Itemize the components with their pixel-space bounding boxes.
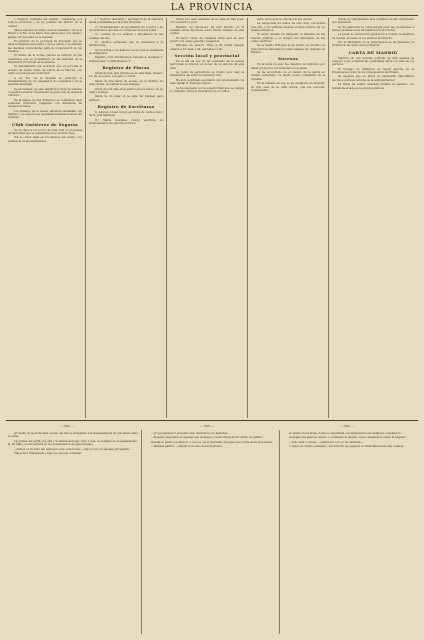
- c2-heading: Registro de Escrituras: [97, 103, 155, 109]
- c3-paragraph: Mercado de granos: Trigo a 48 reales fanega; cebada a 22; maíz a 30; garbanzos a 90.: [170, 44, 244, 51]
- c1-heading: Club Gutiérrez de Segovia: [11, 121, 79, 127]
- column-1: [8, 18, 82, 416]
- feuilleton-page-number: — 302 —: [60, 424, 74, 428]
- c2-paragraph: Venta de una casa situada en la calle Real, número 12, de dos pisos, con patio y corral.: [89, 72, 163, 79]
- c5-paragraph: Madrid, 14. Las noticias políticas de esta semana se reducen a las conferencias celebradas entre los jefes de los partidos.: [332, 56, 414, 67]
- c4-heading: Sucesos: [277, 56, 299, 62]
- c5-paragraph: Se asegura que en breve se publicarán importantes decretos sobre la reforma de la Administración.: [332, 75, 414, 82]
- c5-paragraph: Por el Ministerio de la Gobernación se ha dispuesto la formación del censo de la población.: [332, 41, 414, 48]
- c3-paragraph: Ha sido nombrado secretario del Ayuntamiento de esta capital D. Francisco Pérez.: [170, 78, 244, 86]
- c1-paragraph: Se ha dado a los socios de este club el programa de las fiestas que se celebrarán en el próximo mes.: [8, 128, 82, 135]
- column-divider: [328, 18, 329, 418]
- c3-heading: Sección local y provincial: [174, 53, 240, 59]
- c1-paragraph: El gobierno de la provincia ha dispuesto que se haga la limpieza del puerto y de los caños, y se adopten las medidas convenientes para la conservación de los muelles.: [8, 40, 82, 54]
- top-rule: [6, 15, 418, 16]
- feuilleton-paragraph: —¿Y qué haremos? preguntó ella, mirándole con ansiedad.: [151, 432, 229, 435]
- c3-paragraph: En el día de hoy se ha celebrado en la iglesia parroquial la función en honor de la patrona de esta villa.: [170, 60, 244, 70]
- c2-paragraph: Venta de una viña en el partido de los Altos, con su casa y bodega.: [89, 87, 163, 94]
- c4-paragraph: tanto nuevo que le ofrecía con sus gustos.: [257, 18, 313, 21]
- feuilleton-column-3: [283, 432, 414, 632]
- c5-paragraph: obliga al cumplimiento mas completo de las condiciones que presenten.: [332, 18, 414, 25]
- c2-paragraph: Registro civil: Nacimientos: varones 4, hembras 3. Defunciones: 5. Matrimonios: 2.: [89, 56, 163, 63]
- column-divider: [247, 18, 248, 418]
- feuilleton-paragraph: Y siguió su camino pensativo, sin advertir que alguien le observaba desde una ventana.: [289, 445, 405, 449]
- c3-paragraph: Registro de hipotecas: Se han inscrito en la semana varias hipotecas sobre fincas urbanas de esta capital.: [170, 25, 244, 36]
- c2-paragraph: D.ª María González otorgó escritura de arrendamiento de una finca rústica.: [89, 118, 163, 125]
- c1-paragraph: El Ayuntamiento ha acordado que se proceda al arreglo de varias calles del barrio de la Merced, con cargo al presupuesto municipal.: [8, 65, 82, 76]
- c1-paragraph: Día 4.—Gran baile en los salones del casino, con asistencia de las autoridades.: [8, 136, 82, 143]
- c4-paragraph: En el Teatro Principal se ha puesto en escena con gran éxito la zarzuela que tanto aplauso ha obtenido en Madrid.: [251, 44, 325, 55]
- column-3: [170, 18, 244, 416]
- c2-paragraph: 2.º Nombramiento de la comisión de cuentas y de los individuos que han de componer la nueva Junta.: [89, 25, 163, 33]
- c1-paragraph: Se ha recibido en esta capital la noticia de haberse concedido al señor Gobernador la gran cruz de Isabel la Católica.: [8, 87, 82, 98]
- c1-paragraph: A los Srs. de la Alcaldía se participa el nombramiento de los empleados de consumos y de la guardia municipal.: [8, 76, 82, 87]
- c1-paragraph: En la iglesia de San Francisco se celebraron ayer solemnes funciones religiosas con asistencia de numerosos fieles.: [8, 98, 82, 109]
- c1-paragraph: El Diario de la noche publica la relación de las cuestiones que se presentaron en las sesiones de la Diputación provincial en la semana.: [8, 54, 82, 65]
- feuilleton-paragraph: Ella sonrió tristemente y bajó los ojos sin contestar.: [14, 452, 82, 456]
- c4-paragraph: En la mañana de hoy se ha declarado un incendio en una casa de la calle Ancha, que fue sofocado prontamente.: [251, 82, 325, 92]
- feuilleton-page-number: — 303 —: [200, 424, 214, 428]
- feuilleton-paragraph: en medio de la noche más oscura, así vino a entregarse a la desesperación en que había caído su alma.: [8, 432, 138, 439]
- c4-paragraph: El señor Alcalde ha dispuesto la limpieza de las fuentes públicas y el arreglo del alumbrado en las calles céntricas.: [251, 33, 325, 44]
- c2-paragraph: 1.º Lectura, discusión y aprobación de la memoria anual presentada por la Junta directiva.: [89, 18, 163, 25]
- column-divider: [85, 18, 86, 418]
- c2-paragraph: Se recuerda a los señores socios que la asistencia es obligatoria.: [89, 48, 163, 56]
- feuilleton-page-number: — 304 —: [340, 424, 354, 428]
- carta-de-madrid-heading: CARTA DE MADRID: [348, 49, 398, 55]
- feuilleton-rule: [6, 420, 418, 421]
- c2-paragraph: Venta de un solar en la calle del Carmen para edificar.: [89, 95, 163, 102]
- c3-paragraph: mitad una casa señalada en la calle de San Juan, con su huerto y pozo.: [170, 18, 244, 25]
- feuilleton-divider: [141, 430, 142, 634]
- c3-paragraph: El vapor correo de Canarias entró ayer en este puerto con carga general y pasajeros.: [170, 36, 244, 44]
- column-5: [332, 18, 414, 416]
- feuilleton-paragraph: Al llegar a la plaza se detuvo y contempló la iglesia, cuyas campanas tocaban al Ángelus.: [289, 436, 407, 440]
- c2-paragraph: 4.º Asuntos generales que se presenten a la deliberación.: [89, 41, 163, 48]
- feuilleton-column-1: [8, 432, 138, 632]
- c2-paragraph: Venta de una tierra de secano en el término de esta ciudad, de cabida de seis fanegas.: [89, 79, 163, 87]
- c2-paragraph: 3.º Lectura de los estados y aprobación de las cuentas del año.: [89, 33, 163, 40]
- masthead-title: LA PROVINCIA: [170, 3, 254, 13]
- feuilleton-paragraph: —Todo está lo mismo, —murmuró; solo yo he cambiado.: [289, 440, 363, 444]
- c2-heading: Registro de Fincas: [102, 65, 150, 71]
- feuilleton-column-2: [145, 432, 275, 632]
- c1-paragraph: Varios vapores de Cádiz, unos a Canarias y otros al Brasil y al Río de la Plata, han salido ayer con carga y pasaje, sin novedad en la travesía.: [8, 29, 82, 39]
- feuilleton-paragraph: La pureza del perfil que ella y la misma del lago, todo a una, se le fijaba en el pensamiento; él, en tanto, se encontraba en la contemplación de aquel paisaje.: [8, 439, 138, 447]
- c4-paragraph: Se ha encontrado en el camino de la sierra un caballo extraviado; su dueño puede reclamarlo en la Alcaldía.: [251, 71, 325, 81]
- feuilleton-paragraph: Quedaron ambos en silencio, y solo se oía el murmullo del agua que corría entre las piedras.: [151, 440, 274, 444]
- feuilleton-paragraph: —Mañana partiré, —añadió él al cabo de un momento.: [151, 445, 223, 449]
- c3-paragraph: Se ha dispuesto por la superioridad que se cumpla lo ordenado sobre la vacunación de los niños.: [170, 86, 244, 93]
- c1-paragraph: Los trabajos de la nueva carretera adelantan con rapidez, y se espera que quedarán terminados antes del invierno.: [8, 109, 82, 120]
- c5-paragraph: El Consejo de Ministros se reunió anoche en la Presidencia y trató de los presupuestos del Estado.: [332, 67, 414, 75]
- feuilleton-divider: [279, 430, 280, 634]
- c4-paragraph: En la tarde de ayer fue detenido un individuo por haber promovido un escándalo en la plaza.: [251, 63, 325, 70]
- c3-paragraph: La Junta de agricultura se reunió ayer bajo la presidencia del señor Gobernador civil.: [170, 71, 244, 78]
- column-4: [251, 18, 325, 416]
- c4-paragraph: La temporada de baños ha sido muy concurrida este año, y los bañistas elogian el buen servicio de los establecimientos.: [251, 22, 325, 33]
- c5-paragraph: La Bolsa ha estado animada durante la semana, con tendencia al alza en los fondos públicos.: [332, 83, 414, 90]
- feuilleton-paragraph: —Nunca os he visto tan hermosa como esta noche, —dijo él con voz apenas perceptible.: [14, 447, 130, 451]
- c5-paragraph: La Junta de Instrucción pública ha acordado la apertura de nuevas escuelas en los pueblos del distrito.: [332, 33, 414, 40]
- feuilleton-paragraph: el camino de la aldea, donde le esperaban con impaciencia sus antiguos compañeros.: [289, 432, 402, 435]
- c2-paragraph: D. Antonio López otorgó escritura de venta a favor de D. José Martínez.: [89, 110, 163, 118]
- column-2: [89, 18, 163, 416]
- column-divider: [166, 18, 167, 418]
- c5-paragraph: Se ha publicado la convocatoria para las oposiciones a plazas vacantes en la Administración provincial.: [332, 25, 414, 33]
- feuilleton-paragraph: —Esperar, respondió él; esperar que el tiempo y la Providencia nos abran un camino.: [151, 436, 264, 440]
- c1-paragraph: y después cultivada las buenas costumbres por toda la provincia y en los pueblos del distrito de la capital.: [8, 18, 82, 28]
